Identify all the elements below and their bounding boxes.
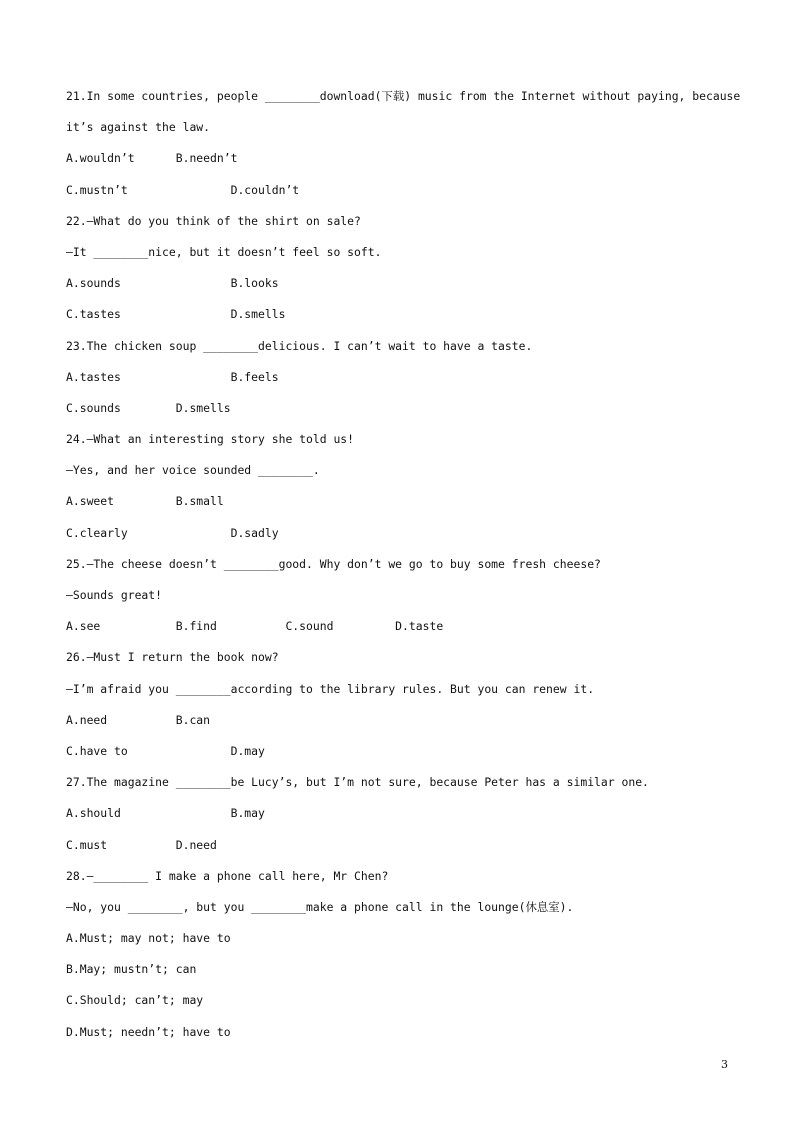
text-line: A.see B.find C.sound D.taste bbox=[66, 619, 444, 634]
text-line: A.sounds B.looks bbox=[66, 276, 279, 291]
text-line: C.must D.need bbox=[66, 837, 217, 852]
text-line: 28.—________ I make a phone call here, Mr Chen? bbox=[66, 868, 389, 883]
text-line: 27.The magazine ________be Lucy’s, but I’m not sure, because Peter has a similar one. bbox=[66, 775, 649, 790]
text-line: 21.In some countries, people ________download(下载) music from the Internet without paying, because bbox=[66, 89, 741, 103]
text-line: D.Must; needn’t; have to bbox=[66, 1024, 231, 1039]
text-line: A.wouldn’t B.needn’t bbox=[66, 151, 238, 166]
text-line: A.Must; may not; have to bbox=[66, 931, 231, 946]
text-line: C.clearly D.sadly bbox=[66, 525, 279, 540]
exercise-content bbox=[66, 84, 741, 1051]
text-line: 23.The chicken soup ________delicious. I can’t wait to have a taste. bbox=[66, 338, 533, 353]
text-line: 22.—What do you think of the shirt on sale? bbox=[66, 213, 361, 228]
text-line: 24.—What an interesting story she told us! bbox=[66, 432, 355, 447]
text-line: —It ________nice, but it doesn’t feel so soft. bbox=[66, 244, 382, 259]
text-line: C.tastes D.smells bbox=[66, 307, 286, 322]
text-line: 26.—Must I return the book now? bbox=[66, 650, 279, 665]
text-line: C.Should; can’t; may bbox=[66, 993, 204, 1008]
text-line: A.need B.can bbox=[66, 712, 211, 727]
text-line: A.tastes B.feels bbox=[66, 369, 279, 384]
text-line: —Sounds great! bbox=[66, 588, 163, 602]
page-number: 3 bbox=[721, 1058, 728, 1071]
text-line: A.sweet B.small bbox=[66, 494, 224, 509]
text-line: —No, you ________, but you ________make a phone call in the lounge(休息室). bbox=[66, 899, 574, 914]
text-line: A.should B.may bbox=[66, 806, 265, 821]
text-line: it’s against the law. bbox=[66, 120, 211, 135]
text-line: 25.—The cheese doesn’t ________good. Why don’t we go to buy some fresh cheese? bbox=[66, 556, 601, 571]
text-line: B.May; mustn’t; can bbox=[66, 962, 197, 977]
text-line: C.mustn’t D.couldn’t bbox=[66, 182, 300, 197]
text-line: C.have to D.may bbox=[66, 743, 265, 758]
text-line: —I’m afraid you ________according to the library rules. But you can renew it. bbox=[66, 681, 595, 696]
text-line: —Yes, and her voice sounded ________. bbox=[66, 463, 320, 478]
text-line: C.sounds D.smells bbox=[66, 400, 231, 415]
